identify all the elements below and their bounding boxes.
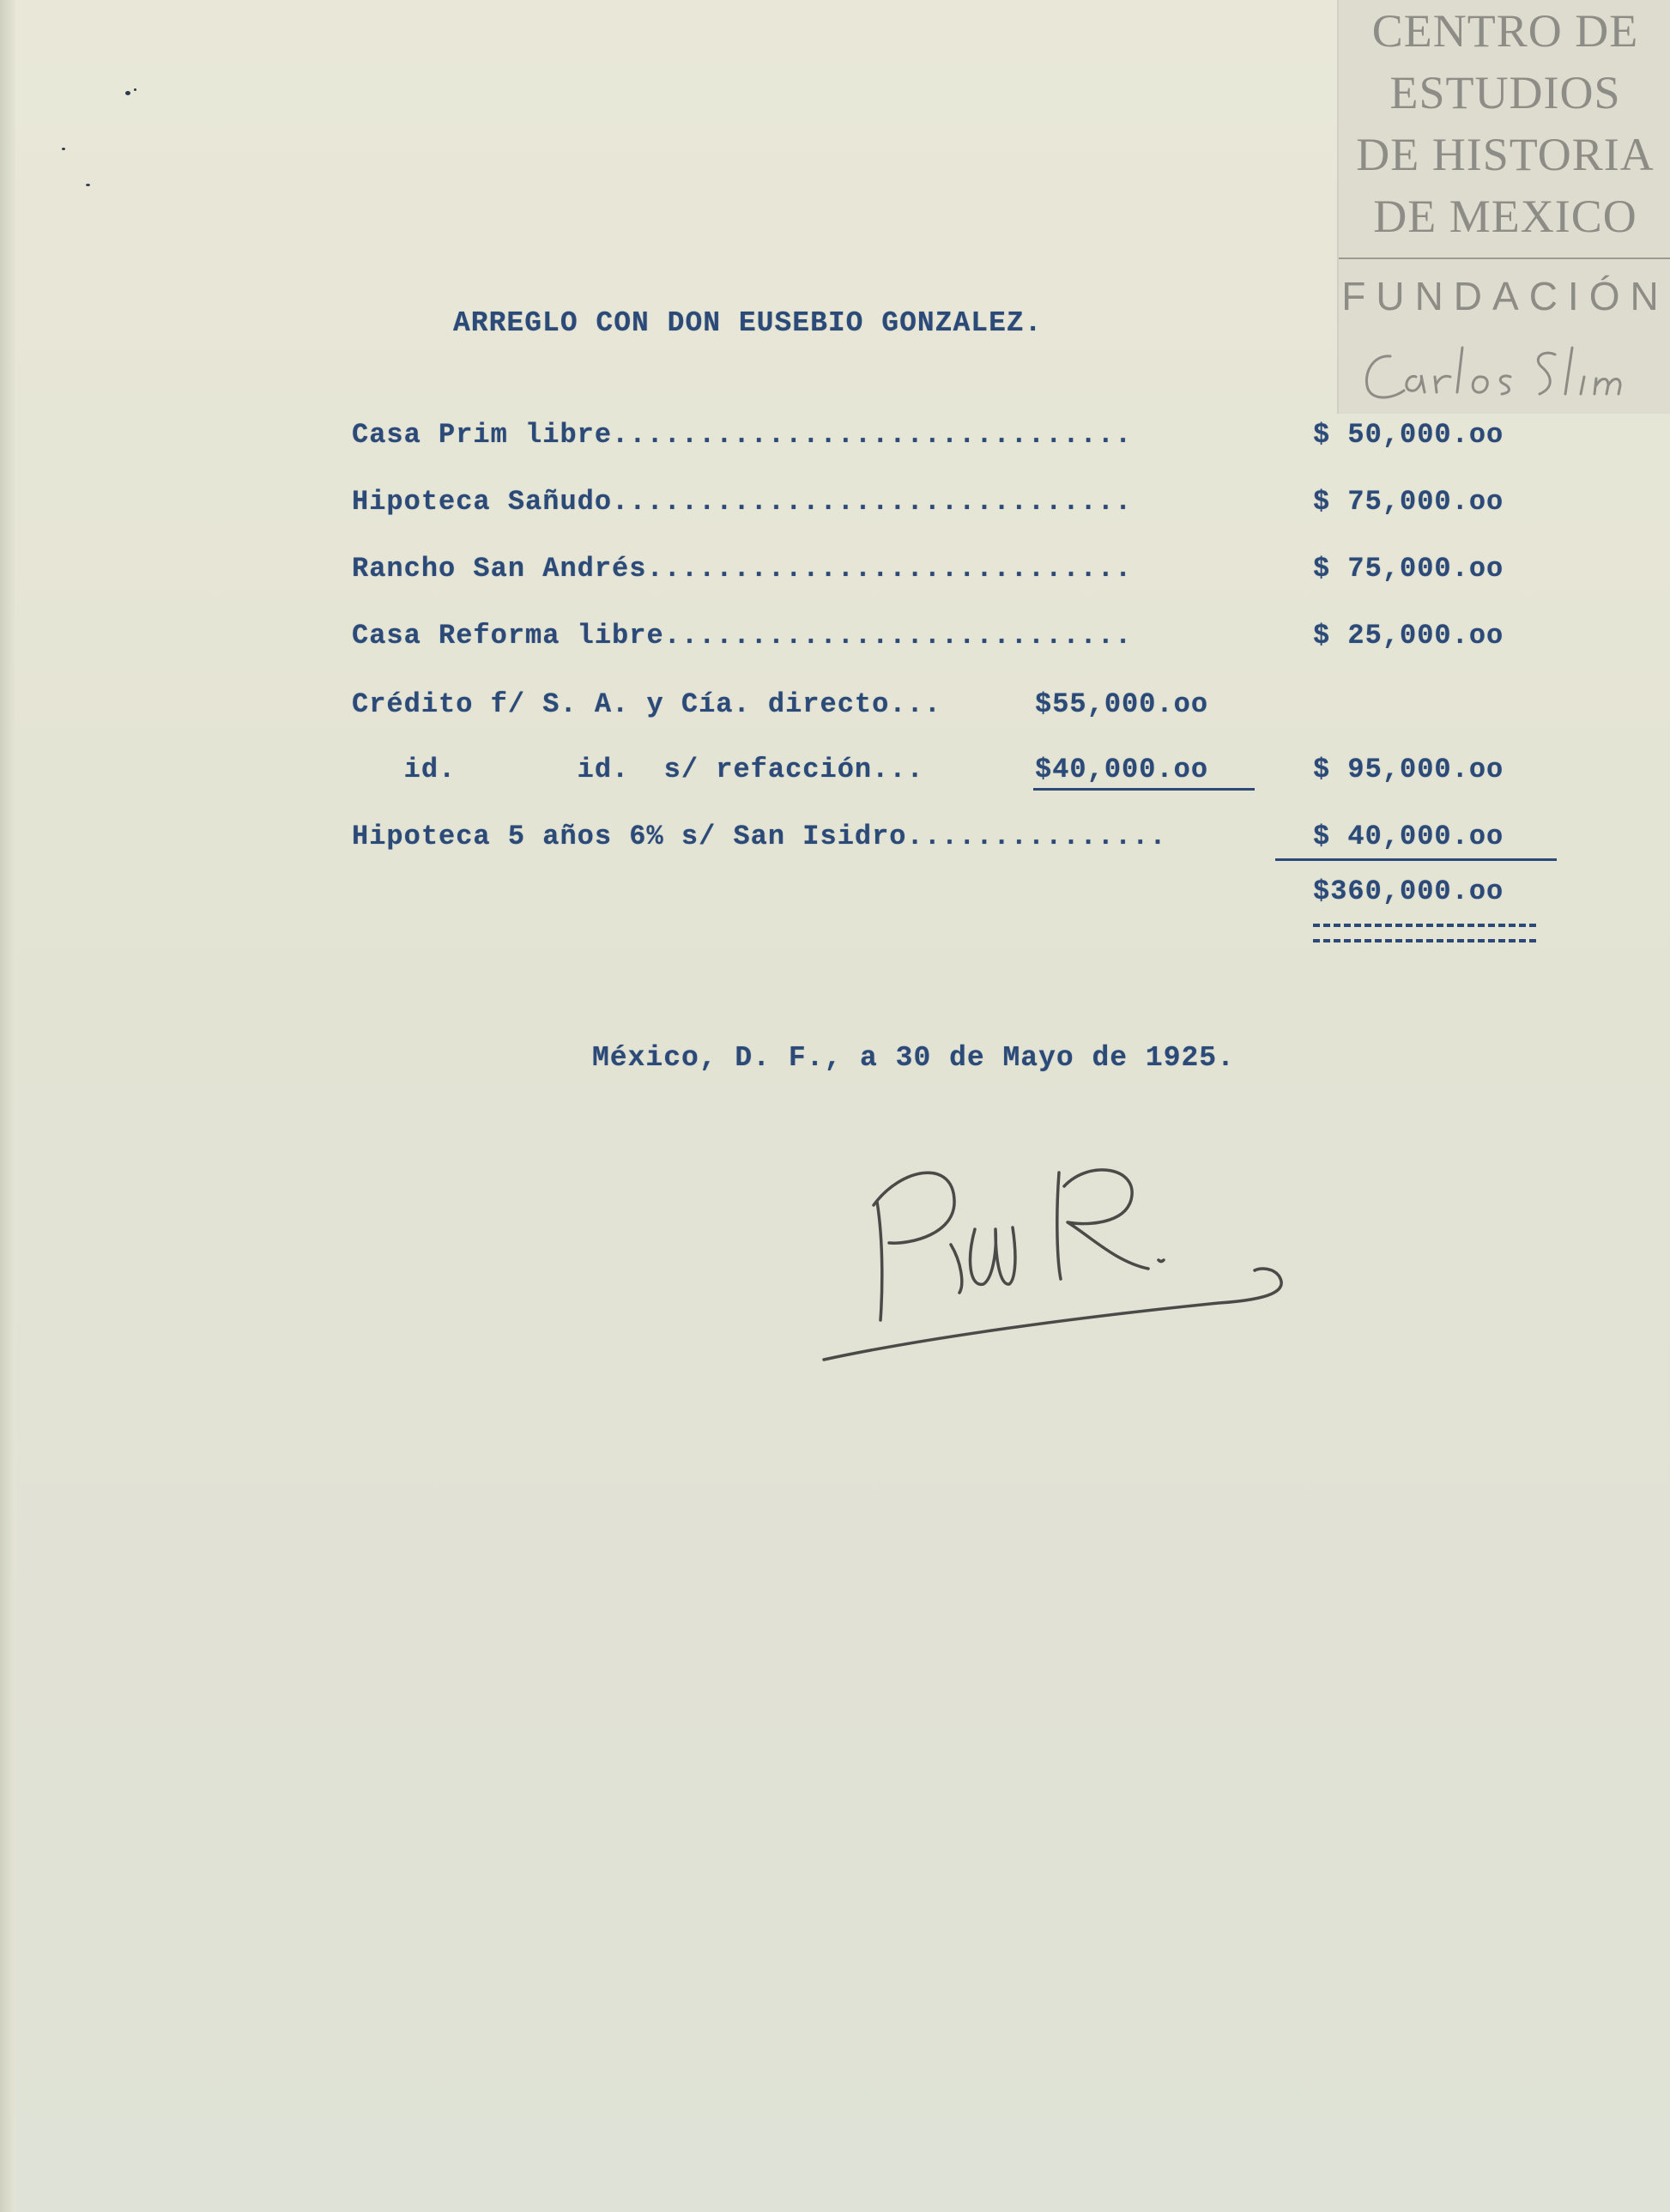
item-amount: $ 40,000.oo bbox=[1313, 821, 1504, 852]
watermark-line: DE MEXICO bbox=[1373, 191, 1637, 242]
watermark-line: DE HISTORIA bbox=[1356, 129, 1655, 180]
page-edge bbox=[0, 0, 15, 2212]
item-label: Hipoteca 5 años 6% s/ San Isidro............... bbox=[352, 821, 1167, 852]
item-amount: $ 50,000.oo bbox=[1313, 419, 1504, 451]
credit-label: Crédito f/ S. A. y Cía. directo... bbox=[352, 688, 941, 720]
item-amount: $ 95,000.oo bbox=[1313, 754, 1504, 785]
watermark-line: CENTRO DE bbox=[1371, 5, 1639, 57]
credit-subamount: $55,000.oo bbox=[1035, 688, 1209, 720]
item-label: Casa Reforma libre........................... bbox=[352, 620, 1133, 651]
subtotal-underline bbox=[1033, 788, 1255, 791]
total-double-rule bbox=[1313, 924, 1536, 927]
item-amount: $ 75,000.oo bbox=[1313, 553, 1504, 585]
total-amount: $360,000.oo bbox=[1313, 876, 1504, 907]
total-double-rule bbox=[1313, 939, 1536, 942]
item-amount: $ 25,000.oo bbox=[1313, 620, 1504, 651]
watermark-divider bbox=[1339, 258, 1670, 259]
document-title: ARREGLO CON DON EUSEBIO GONZALEZ. bbox=[453, 307, 1043, 339]
watermark-foundation: FUNDACIÓN bbox=[1341, 274, 1669, 318]
credit-subamount: $40,000.oo bbox=[1035, 754, 1209, 785]
item-label: Casa Prim libre.............................. bbox=[352, 419, 1133, 451]
item-label: Rancho San Andrés............................ bbox=[352, 553, 1133, 585]
item-amount: $ 75,000.oo bbox=[1313, 486, 1504, 518]
item-label: Hipoteca Sañudo.............................. bbox=[352, 486, 1133, 518]
credit-label: id. id. s/ refacción... bbox=[352, 754, 924, 785]
sum-underline bbox=[1275, 858, 1557, 861]
watermark-line: ESTUDIOS bbox=[1389, 67, 1621, 118]
handwritten-initials-signature bbox=[807, 1133, 1304, 1373]
document-date: México, D. F., a 30 de Mayo de 1925. bbox=[592, 1042, 1235, 1074]
carlos-slim-signature-logo bbox=[1356, 339, 1665, 408]
archive-watermark bbox=[1337, 0, 1670, 414]
